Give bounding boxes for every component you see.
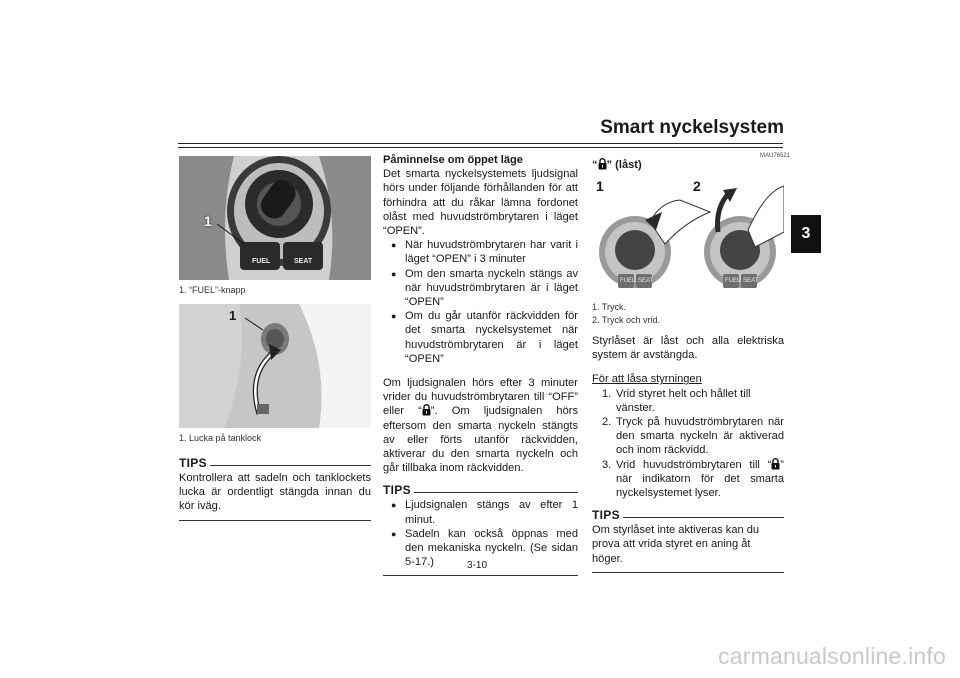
tips-label: TIPS [383,483,411,498]
section-heading: “ ” (låst) [592,159,642,171]
list-item: 3. Vrid huvudströmbrytaren till “ ” när indikatorn för det smarta nyckelsystemet lyser. [602,458,784,500]
callout-1: 1 [596,178,604,194]
list-item: ● Om du går utanför räckvidden för det smarta nyckelsystemet när huvudströmbrytaren är i läget “OPEN” [383,309,578,366]
list-item: 2. Tryck på huvudströmbrytaren när den smarta nyckeln är aktiverad och inom räckvidd. [602,416,784,457]
list-item: ● Sadeln kan också öppnas med den mekaniska nyckeln. (Se sidan 5-17.) [383,527,578,570]
watermark: carmanualsonline.info [718,643,946,669]
fuel-button-label: FUEL [725,278,741,284]
tips-label: TIPS [592,508,620,523]
seat-button-label: SEAT [294,258,313,265]
tips-box [592,508,784,573]
page-number: 3-10 [467,560,488,571]
figure-fuel-button [179,156,371,280]
header-rule [178,143,783,144]
list-item: 1. Vrid styret helt och hållet till vänster. [602,387,751,414]
body-paragraph: Det smarta nyckelsystemets ljudsignal hörs under följande förhållanden för att förhindra att du råkar lämna fordonet olåst med huvudströmbrytaren i läget “OPEN”. [383,168,578,238]
fuel-button-label: FUEL [620,278,636,284]
lock-icon [422,404,431,416]
right-column [592,301,784,573]
callout-2: 2 [693,178,701,194]
header-rule-thin [178,147,783,148]
subsection-heading: För att låsa styrningen [592,373,702,386]
figure-lock-procedure [590,172,784,296]
figure-tank-cap-lid [179,304,371,428]
figure-caption: 1. Tryck. [592,302,627,312]
lock-icon [771,458,780,470]
body-paragraph: Styrlåset är låst och alla elektriska system är avstängda. [592,335,784,362]
tips-box [179,456,371,521]
lock-icon [598,158,607,170]
seat-button-label: SEAT [638,278,654,284]
body-paragraph: Om ljudsignalen hörs efter 3 minuter vrider du huvudströmbrytaren till “OFF” eller “ ”. Om ljudsignalen hörs eftersom den smarta nyckeln stängts av eller förts utanför räckvidden, aktiverar du den smarta nyckeln och går tillbaka inom räckvidden. [383,377,578,475]
tips-label: TIPS [179,456,207,470]
list-item: ● Om den smarta nyckeln stängs av när huvudströmbrytaren är i läget “OPEN” [383,267,578,310]
steps-list [592,387,784,501]
figure-caption: 1. Lucka på tanklock [179,433,262,443]
tips-text: Om styrlåset inte aktiveras kan du prova att vrida styret en aning åt höger. [592,524,760,565]
callout-1: 1 [229,308,237,323]
chapter-tab: 3 [791,215,821,253]
list-item: ● När huvudströmbrytaren har varit i läget “OPEN” i 3 minuter [383,238,578,266]
callout-1: 1 [204,213,212,229]
middle-column [383,153,578,576]
list-item: ● Ljudsignalen stängs av efter 1 minut. [383,498,578,526]
seat-button-label: SEAT [743,278,759,284]
section-heading: Påminnelse om öppet läge [383,154,523,166]
page-title: Smart nyckelsystem [600,117,784,138]
figure-caption: 1. “FUEL”-knapp [179,285,246,295]
tips-text: Kontrollera att sadeln och tanklockets lucka är ordentligt stängda innan du kör iväg. [179,472,371,513]
fuel-button-label: FUEL [252,258,271,265]
reference-code: MAU76521 [760,153,791,159]
figure-caption: 2. Tryck och vrid. [592,315,661,325]
tank-cap-illustration [179,304,371,428]
